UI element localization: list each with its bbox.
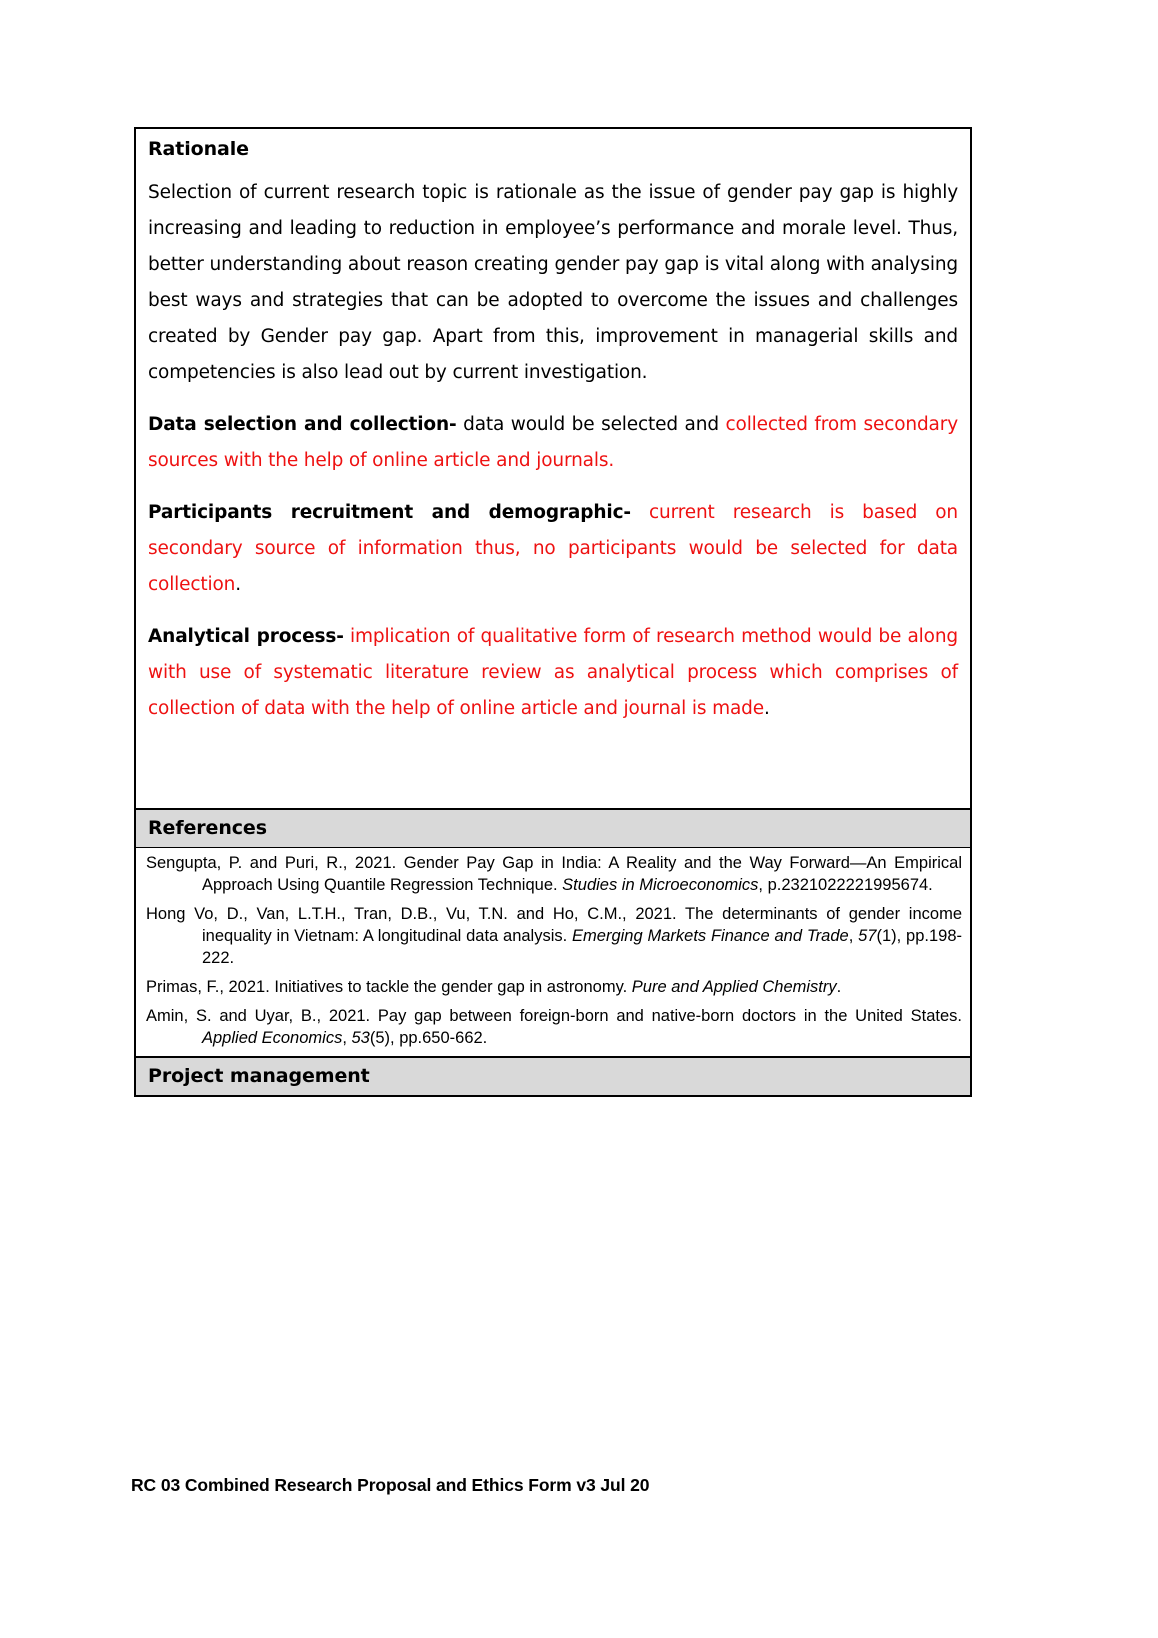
data-selection-text-black: data would be selected and [456, 414, 726, 436]
reference-separator: , [342, 1028, 352, 1047]
list-item [146, 853, 962, 897]
reference-volume: 53 [351, 1028, 370, 1047]
references-heading: References [136, 808, 970, 849]
analytical-process-label: Analytical process- [148, 626, 344, 648]
research-proposal-table [134, 127, 972, 1097]
page-footer: RC 03 Combined Research Proposal and Ethics Form v3 Jul 20 [131, 1475, 650, 1495]
reference-journal-title: Applied Economics [202, 1028, 343, 1047]
participants-text-tail: . [235, 574, 241, 596]
rationale-heading: Rationale [148, 138, 249, 160]
list-item [146, 1006, 962, 1050]
analytical-process-text-tail: . [763, 698, 770, 720]
reference-separator: , [848, 927, 859, 946]
list-item [146, 904, 962, 970]
reference-journal-title: Pure and Applied Chemistry [631, 977, 837, 996]
participants-text-red: current research is based on secondary source of information thus, no participants would be selected for data collection [148, 502, 958, 596]
reference-text-tail: (1), pp.198-222. [202, 927, 962, 967]
analytical-process-paragraph [148, 619, 958, 727]
data-selection-paragraph [148, 407, 958, 479]
reference-text-tail: , p.2321022221995674. [758, 876, 933, 895]
list-item [146, 977, 962, 999]
participants-paragraph [148, 495, 958, 603]
rationale-trailing-space [148, 744, 958, 786]
project-management-heading: Project management [136, 1056, 970, 1096]
reference-text: Primas, F., 2021. Initiatives to tackle the gender gap in astronomy. [146, 977, 632, 996]
reference-journal-title: Studies in Microeconomics [562, 876, 759, 895]
reference-text-tail: . [836, 977, 842, 996]
participants-label: Participants recruitment and demographic- [148, 502, 631, 524]
analytical-process-text-red: implication of qualitative form of research method would be along with use of systematic literature review as analytical process which comprises of collection of data with the help of online article and journal is made [148, 626, 959, 720]
reference-text: Hong Vo, D., Van, L.T.H., Tran, D.B., Vu, T.N. and Ho, C.M., 2021. The determinants of gender income inequality in Vietnam: A longitudinal data analysis. [146, 905, 962, 946]
rationale-section [136, 129, 970, 808]
reference-text: Sengupta, P. and Puri, R., 2021. Gender Pay Gap in India: A Reality and the Way Forward—An Empirical Approach Using Quantile Regression Technique. [146, 854, 962, 895]
data-selection-text-red: collected from secondary sources with the help of online article and journals. [148, 414, 958, 472]
reference-text-tail: (5), pp.650-662. [369, 1028, 488, 1047]
reference-journal-title: Emerging Markets Finance and Trade [572, 927, 849, 946]
reference-text: Amin, S. and Uyar, B., 2021. Pay gap between foreign-born and native-born doctors in the United States. [146, 1006, 962, 1025]
rationale-paragraph: Selection of current research topic is rationale as the issue of gender pay gap is highly increasing and leading to reduction in employee’s performance and morale level. Thus, better understanding about reason creating gender pay gap is vital along with analysing best ways and strategies that can be adopted to overcome the issues and challenges created by Gender pay gap. Apart from this, improvement in managerial skills and competencies is also lead out by current investigation. [148, 181, 958, 383]
reference-volume: 57 [858, 927, 877, 946]
references-list [136, 848, 970, 1056]
data-selection-label: Data selection and collection- [148, 414, 457, 436]
